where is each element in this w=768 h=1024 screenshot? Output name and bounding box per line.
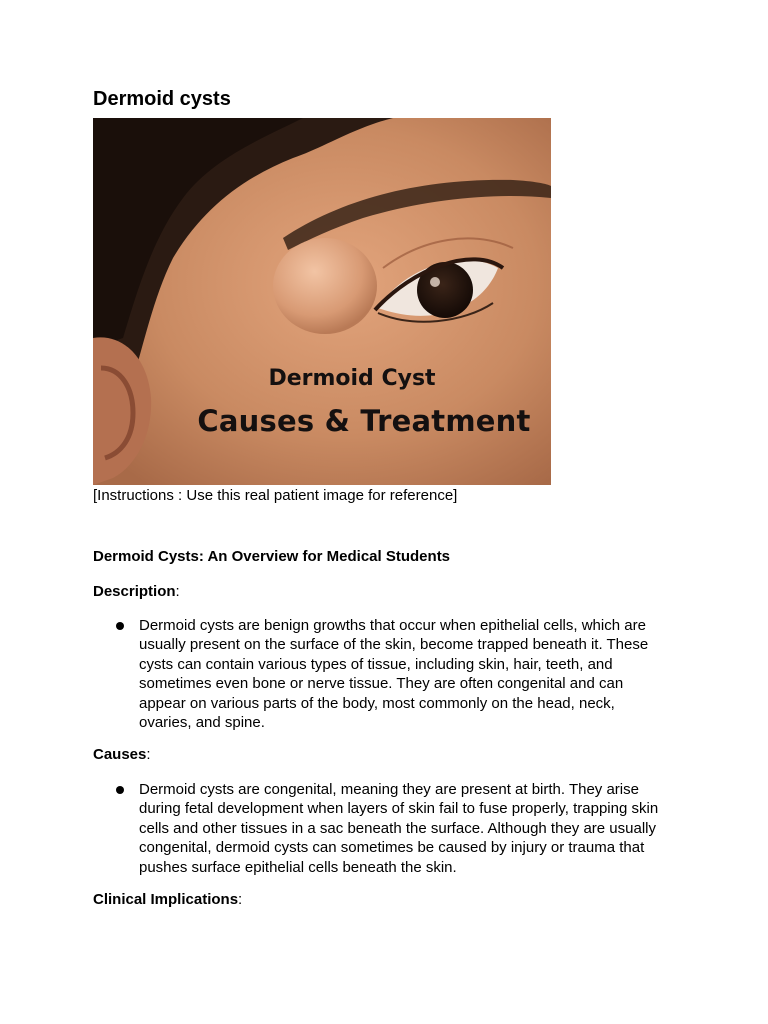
bullet-icon: [116, 786, 124, 794]
bullet-text: Dermoid cysts are congenital, meaning they are present at birth. They arise during fetal development when layers of skin fail to fuse properly, trapping skin cells and other tissues in a sac beneath the surface. Although they are usually congenital, dermoid cysts can sometimes be caused by injury or trauma that pushes surface epithelial cells beneath the skin.: [139, 781, 659, 876]
image-caption: [Instructions : Use this real patient image for reference]: [93, 487, 458, 504]
figure-text-subtitle: Causes & Treatment: [197, 404, 531, 438]
heading-colon: :: [175, 583, 180, 600]
overview-heading-text: Dermoid Cysts: An Overview for Medical Students: [93, 548, 451, 565]
list-item: [116, 780, 676, 877]
patient-photo: [93, 118, 551, 485]
bullet-icon: [116, 622, 124, 630]
page-title: Dermoid cysts: [93, 88, 231, 110]
bullet-text: Dermoid cysts are benign growths that occur when epithelial cells, which are usually present on the surface of the skin, become trapped beneath it. These cysts can contain various types of tissue, including skin, hair, teeth, and sometimes even bone or nerve tissue. They are often congenital and can appear on various parts of the body, most commonly on the head, neck, ovaries, and spine.: [139, 617, 649, 732]
list-item: [116, 616, 676, 732]
section-heading-description: [93, 583, 180, 600]
section-heading-clinical-implications: [93, 891, 242, 908]
heading-colon: :: [146, 746, 151, 763]
section-heading-text: Causes: [93, 746, 147, 763]
section-heading-text: Description: [93, 583, 176, 600]
heading-colon: :: [238, 891, 243, 908]
section-heading-text: Clinical Implications: [93, 891, 239, 908]
figure-text-title: Dermoid Cyst: [268, 366, 436, 391]
section-heading-causes: [93, 746, 151, 763]
overview-heading: [93, 548, 450, 565]
